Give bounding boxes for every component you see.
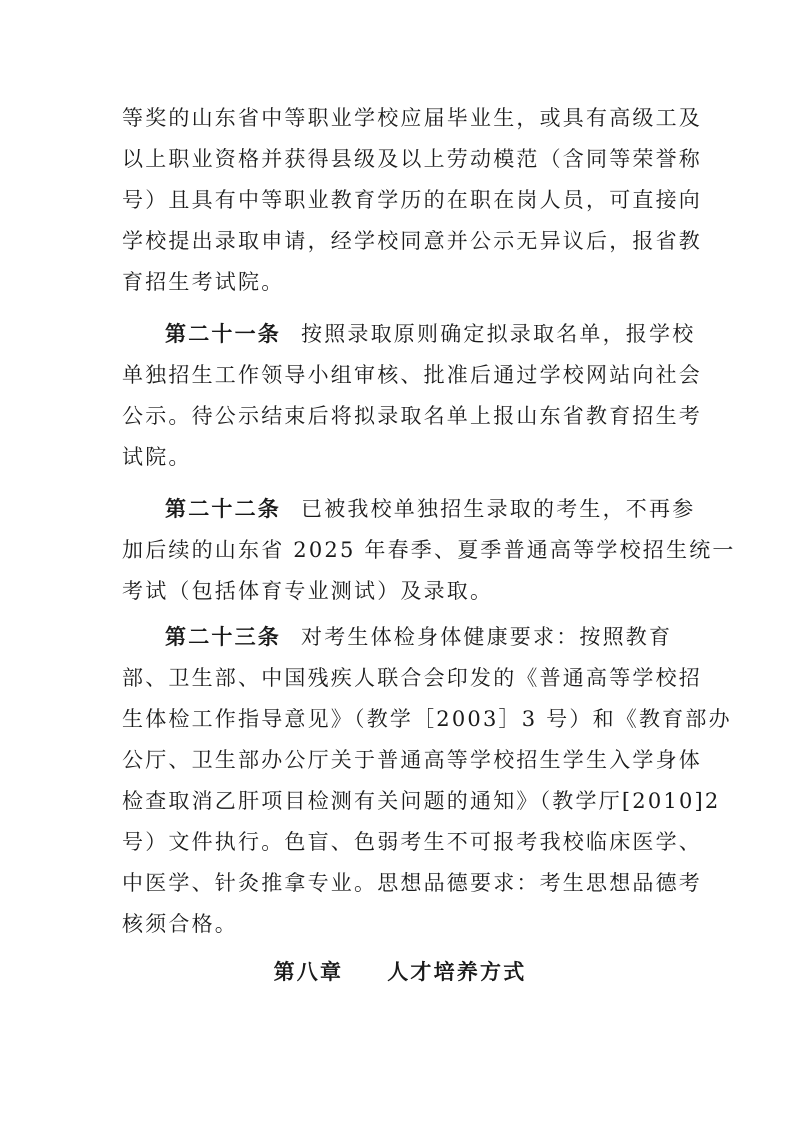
- chapter-number: 第八章: [273, 959, 344, 984]
- article-23-first-line: [165, 623, 672, 651]
- paragraph-line: 核须合格。: [122, 912, 238, 936]
- paragraph-line: 部、卫生部、中国残疾人联合会印发的《普通高等学校招: [122, 666, 702, 690]
- article-21-heading: 第二十一条: [165, 321, 281, 346]
- chapter-heading: [0, 958, 800, 986]
- paragraph-line: 号）文件执行。色盲、色弱考生不可报考我校临床医学、: [122, 830, 702, 854]
- paragraph-line: 对考生体检身体健康要求：按照教育: [301, 625, 673, 649]
- article-23-heading: 第二十三条: [165, 624, 281, 649]
- article-21-first-line: [165, 320, 695, 348]
- paragraph-line: 生体检工作指导意见》（教学［2003］3 号）和《教育部办: [122, 707, 732, 731]
- paragraph-line: 号）且具有中等职业教育学历的在职在岗人员，可直接向: [122, 188, 702, 212]
- article-22-heading: 第二十二条: [165, 496, 281, 521]
- paragraph-line: 公示。待公示结束后将拟录取名单上报山东省教育招生考: [122, 404, 702, 428]
- paragraph-line: 学校提出录取申请，经学校同意并公示无异议后，报省教: [122, 229, 702, 253]
- paragraph-line: 按照录取原则确定拟录取名单，报学校: [301, 322, 696, 346]
- paragraph-line: 已被我校单独招生录取的考生，不再参: [301, 497, 696, 521]
- paragraph-line: 等奖的山东省中等职业学校应届毕业生，或具有高级工及: [122, 106, 702, 130]
- paragraph-line: 公厅、卫生部办公厅关于普通高等学校招生学生入学身体: [122, 748, 702, 772]
- paragraph-line: 单独招生工作领导小组审核、批准后通过学校网站向社会: [122, 363, 702, 387]
- paragraph-line: 考试（包括体育专业测试）及录取。: [122, 579, 494, 603]
- paragraph-line: 中医学、针灸推拿专业。思想品德要求：考生思想品德考: [122, 871, 702, 895]
- paragraph-line: 加后续的山东省 2025 年春季、夏季普通高等学校招生统一: [122, 538, 736, 562]
- paragraph-line: 检查取消乙肝项目检测有关问题的通知》（教学厅[2010]2: [122, 789, 721, 813]
- paragraph-line: 育招生考试院。: [122, 270, 285, 294]
- article-22-first-line: [165, 495, 695, 523]
- chapter-title: 人才培养方式: [387, 959, 527, 984]
- paragraph-line: 试院。: [122, 445, 192, 469]
- paragraph-line: 以上职业资格并获得县级及以上劳动模范（含同等荣誉称: [122, 147, 702, 171]
